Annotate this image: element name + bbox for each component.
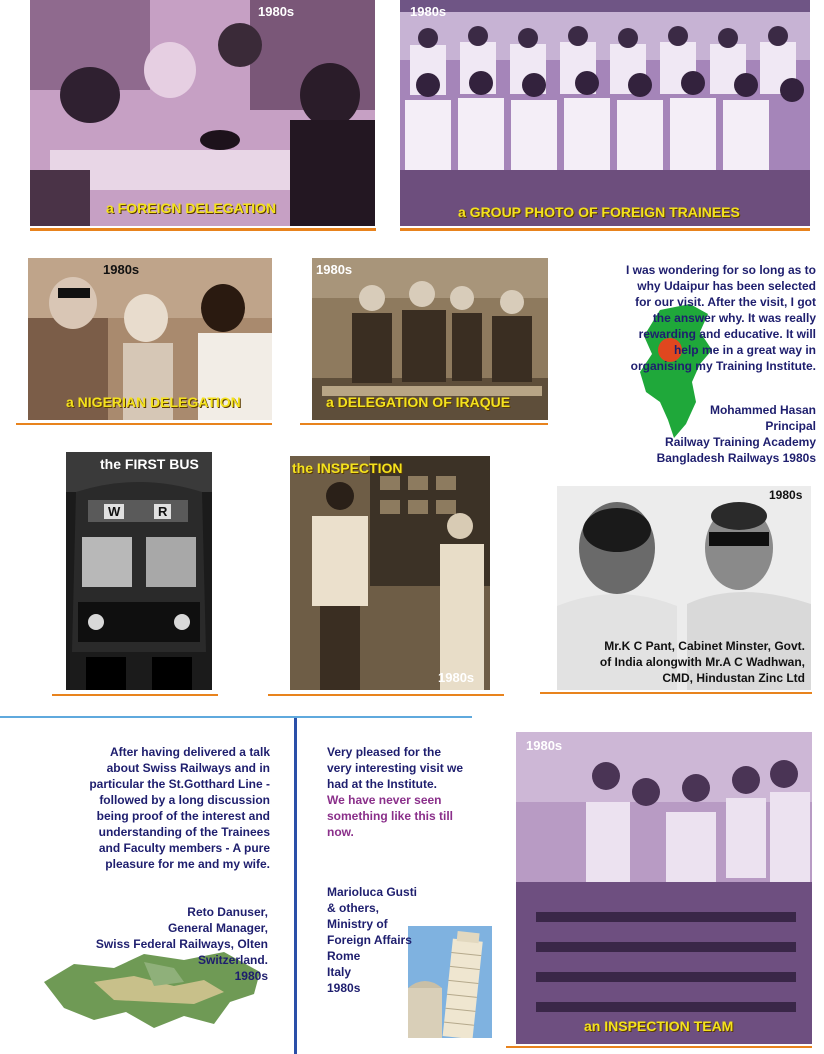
quote-line: followed by a long discussion [99, 793, 270, 807]
signature-line: Mohammed Hasan [709, 403, 816, 417]
photo-first-bus [66, 452, 212, 690]
signature-swiss [30, 904, 268, 984]
caption-underline [506, 1046, 812, 1048]
bus-sign-letter: R [154, 504, 171, 519]
quote-line: After having delivered a talk [109, 745, 270, 759]
year-label: 1980s [410, 4, 447, 19]
caption-underline [300, 423, 548, 425]
signature-line: Bangladesh Railways 1980s [656, 451, 816, 465]
year-label: 1980s [316, 262, 353, 277]
quote-line: and Faculty members - A pure [98, 841, 270, 855]
year-label: 1980s [526, 738, 563, 753]
foreign-trainees-image [400, 0, 810, 226]
caption-underline [52, 694, 218, 696]
year-label: 1980s [103, 262, 140, 277]
quote-highlight-line: now. [327, 825, 354, 839]
signature-line: Marioluca Gusti [327, 885, 418, 899]
signature-line: Foreign Affairs [327, 933, 412, 947]
pant-caption [557, 638, 805, 686]
quote-line: had at the Institute. [327, 777, 438, 791]
signature-line: Reto Danuser, [187, 905, 268, 919]
foreign-delegation-image [30, 0, 375, 226]
quote-line: understanding of the Trainees [98, 825, 270, 839]
signature-line: & others, [327, 901, 380, 915]
quote-line: being proof of the interest and [96, 809, 270, 823]
photo-caption: the INSPECTION [292, 460, 403, 476]
photo-foreign-trainees [400, 0, 810, 226]
quote-line: particular the St.Gotthard Line - [89, 777, 270, 791]
quote-line: very interesting visit we [327, 761, 464, 775]
photo-foreign-delegation [30, 0, 375, 226]
caption-underline [30, 228, 376, 231]
photo-inspection [290, 456, 490, 690]
photo-nigerian-delegation [28, 258, 272, 420]
first-bus-image [66, 452, 212, 690]
quote-line: Very pleased for the [327, 745, 442, 759]
photo-caption: a NIGERIAN DELEGATION [66, 394, 241, 410]
signature-line: Switzerland. [197, 953, 268, 967]
photo-caption: a FOREIGN DELEGATION [106, 200, 277, 216]
caption-line: Mr.K C Pant, Cabinet Minster, Govt. [604, 639, 805, 653]
quote-line: I was wondering for so long as to [625, 263, 816, 277]
signature-line: 1980s [234, 969, 268, 983]
section-divider-vertical [294, 718, 297, 1054]
signature-italy [327, 884, 447, 996]
inspection-team-image [516, 732, 812, 1044]
signature-line: 1980s [327, 981, 361, 995]
quote-line: the answer why. It was really [652, 311, 816, 325]
quote-line: organising my Training Institute. [630, 359, 816, 373]
photo-iraque-delegation [312, 258, 548, 420]
quote-line: about Swiss Railways and in [106, 761, 270, 775]
caption-underline [400, 228, 810, 231]
quote-line: for our visit. After the visit, I got [635, 295, 816, 309]
signature-line: Swiss Federal Railways, Olten [95, 937, 268, 951]
photo-caption: the FIRST BUS [100, 456, 199, 472]
inspection-image [290, 456, 490, 690]
signature-line: Rome [327, 949, 361, 963]
caption-underline [540, 692, 812, 694]
photo-caption: an INSPECTION TEAM [584, 1018, 734, 1034]
quote-highlight-line: We have never seen [327, 793, 442, 807]
photo-caption: a DELEGATION OF IRAQUE [326, 394, 511, 410]
year-label: 1980s [438, 670, 475, 685]
quote-highlight-line: something like this till [327, 809, 454, 823]
quote-swiss [30, 744, 270, 872]
signature-line: General Manager, [167, 921, 268, 935]
photo-caption: a GROUP PHOTO OF FOREIGN TRAINEES [458, 204, 740, 220]
quote-line: why Udaipur has been selected [637, 279, 816, 293]
quote-italy [327, 744, 507, 840]
caption-underline [268, 694, 504, 696]
quote-bangladesh [560, 262, 816, 374]
caption-underline [16, 423, 272, 425]
quote-line: rewarding and educative. It will [638, 327, 816, 341]
quote-line: pleasure for me and my wife. [105, 857, 270, 871]
bus-sign-letter: W [104, 504, 124, 519]
signature-line: Railway Training Academy [665, 435, 816, 449]
signature-line: Principal [765, 419, 816, 433]
signature-line: Italy [327, 965, 352, 979]
photo-inspection-team [516, 732, 812, 1044]
year-label: 1980s [769, 488, 803, 502]
signature-bangladesh [560, 402, 816, 466]
photo-kc-pant [557, 486, 811, 690]
caption-line: CMD, Hindustan Zinc Ltd [662, 671, 805, 685]
section-divider-horizontal [0, 716, 472, 718]
signature-line: Ministry of [327, 917, 388, 931]
year-label: 1980s [258, 4, 295, 19]
caption-line: of India alongwith Mr.A C Wadhwan, [599, 655, 805, 669]
quote-line: help me in a great way in [673, 343, 816, 357]
